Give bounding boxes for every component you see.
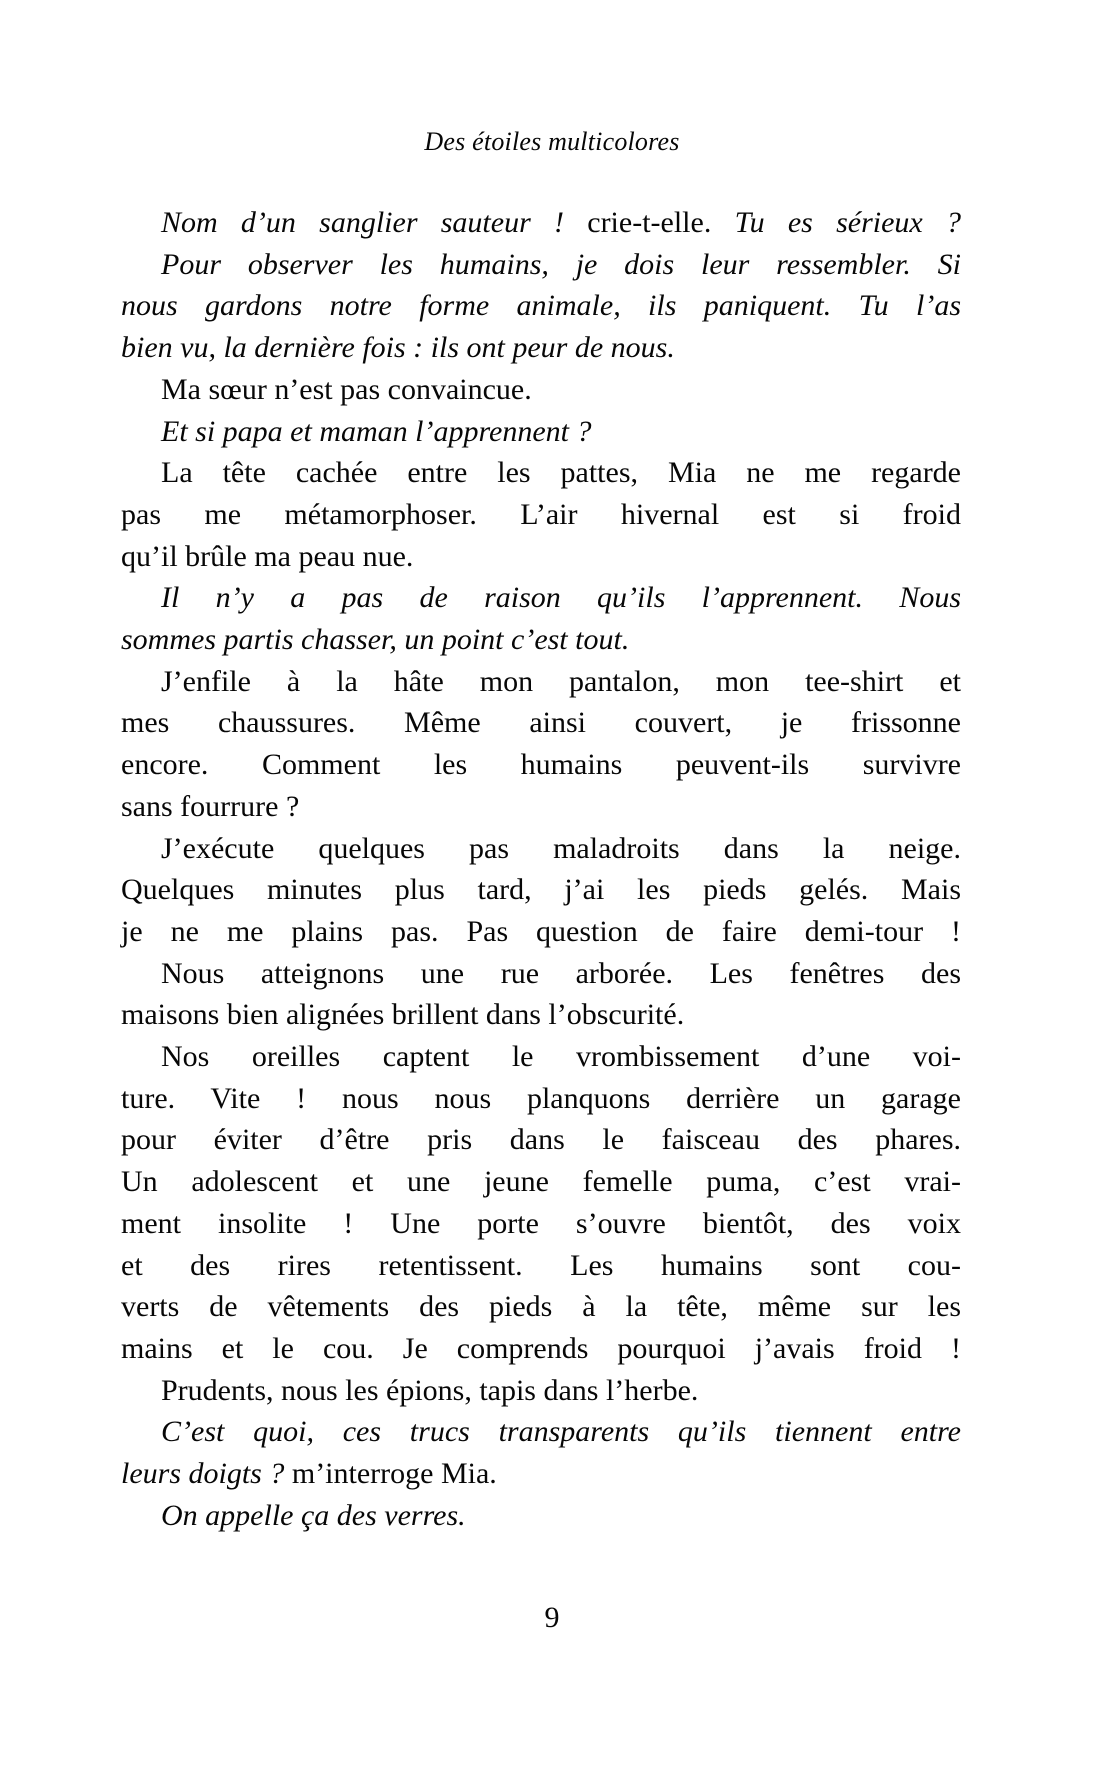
text-line: Prudents, nous les épions, tapis dans l’herbe. — [161, 1373, 699, 1407]
page-number: 9 — [544, 1601, 560, 1634]
text-run: m’interroge Mia. — [291, 1457, 497, 1491]
text-line: Un adolescent et une jeune femelle puma, c’est vrai- — [121, 1165, 961, 1199]
paragraph — [121, 244, 961, 369]
page-body — [121, 202, 961, 1537]
text-run: crie-t-elle. — [587, 206, 735, 239]
text-line: mains et le cou. Je comprends pourquoi j’avais froid ! — [121, 1331, 961, 1365]
paragraph — [121, 1370, 961, 1412]
text-line: pas me métamorphoser. L’air hivernal est si froid — [121, 497, 961, 531]
text-line: qu’il brûle ma peau nue. — [121, 539, 414, 573]
text-line — [121, 1411, 961, 1453]
text-line: ture. Vite ! nous nous planquons derrière un garage — [121, 1081, 961, 1115]
paragraph — [121, 202, 961, 244]
text-line: et des rires retentissent. Les humains sont cou- — [121, 1248, 961, 1282]
paragraph — [121, 369, 961, 411]
text-line: sans fourrure ? — [121, 789, 300, 823]
text-line — [121, 202, 961, 244]
paragraph — [121, 411, 961, 453]
text-line: ment insolite ! Une porte s’ouvre bientôt, des voix — [121, 1206, 961, 1240]
text-line: mes chaussures. Même ainsi couvert, je frissonne — [121, 706, 961, 740]
text-line — [121, 1453, 961, 1495]
text-line: Ma sœur n’est pas convaincue. — [161, 372, 532, 406]
text-line: verts de vêtements des pieds à la tête, même sur les — [121, 1290, 961, 1324]
text-line: nous gardons notre forme animale, ils paniquent. Tu l’as — [121, 289, 961, 323]
text-run: C’est quoi, ces trucs transparents qu’ils tiennent entre — [161, 1415, 961, 1449]
paragraph — [121, 953, 961, 1036]
text-line: pour éviter d’être pris dans le faisceau des phares. — [121, 1123, 961, 1157]
text-run: Tu es sérieux ? — [734, 206, 961, 239]
text-line: je ne me plains pas. Pas question de faire demi-tour ! — [121, 914, 961, 948]
text-line: J’exécute quelques pas maladroits dans la neige. — [161, 831, 961, 865]
text-line: La tête cachée entre les pattes, Mia ne me regarde — [161, 456, 961, 490]
text-line: On appelle ça des verres. — [161, 1498, 466, 1532]
text-line: Il n’y a pas de raison qu’ils l’apprennent. Nous — [161, 581, 961, 615]
paragraph — [121, 1036, 961, 1370]
text-line: sommes partis chasser, un point c’est tout. — [121, 623, 630, 657]
paragraph — [121, 828, 961, 953]
paragraph — [121, 661, 961, 828]
text-line: Nos oreilles captent le vrombissement d’une voi- — [161, 1040, 961, 1074]
text-line: Et si papa et maman l’apprennent ? — [161, 414, 592, 448]
running-head: Des étoiles multicolores — [424, 127, 680, 156]
paragraph — [121, 1495, 961, 1537]
text-line: maisons bien alignées brillent dans l’obscurité. — [121, 998, 685, 1032]
paragraph — [121, 577, 961, 660]
text-line: J’enfile à la hâte mon pantalon, mon tee-shirt et — [161, 664, 961, 698]
paragraph — [121, 1411, 961, 1494]
text-line: Pour observer les humains, je dois leur ressembler. Si — [161, 247, 961, 281]
text-line: Nous atteignons une rue arborée. Les fenêtres des — [161, 956, 961, 990]
text-line: bien vu, la dernière fois : ils ont peur de nous. — [121, 331, 675, 365]
text-line: Quelques minutes plus tard, j’ai les pieds gelés. Mais — [121, 873, 961, 907]
paragraph — [121, 452, 961, 577]
text-line: encore. Comment les humains peuvent-ils survivre — [121, 748, 961, 782]
text-run: Nom d’un sanglier sauteur ! — [161, 206, 588, 239]
text-run: leurs doigts ? — [121, 1457, 292, 1491]
